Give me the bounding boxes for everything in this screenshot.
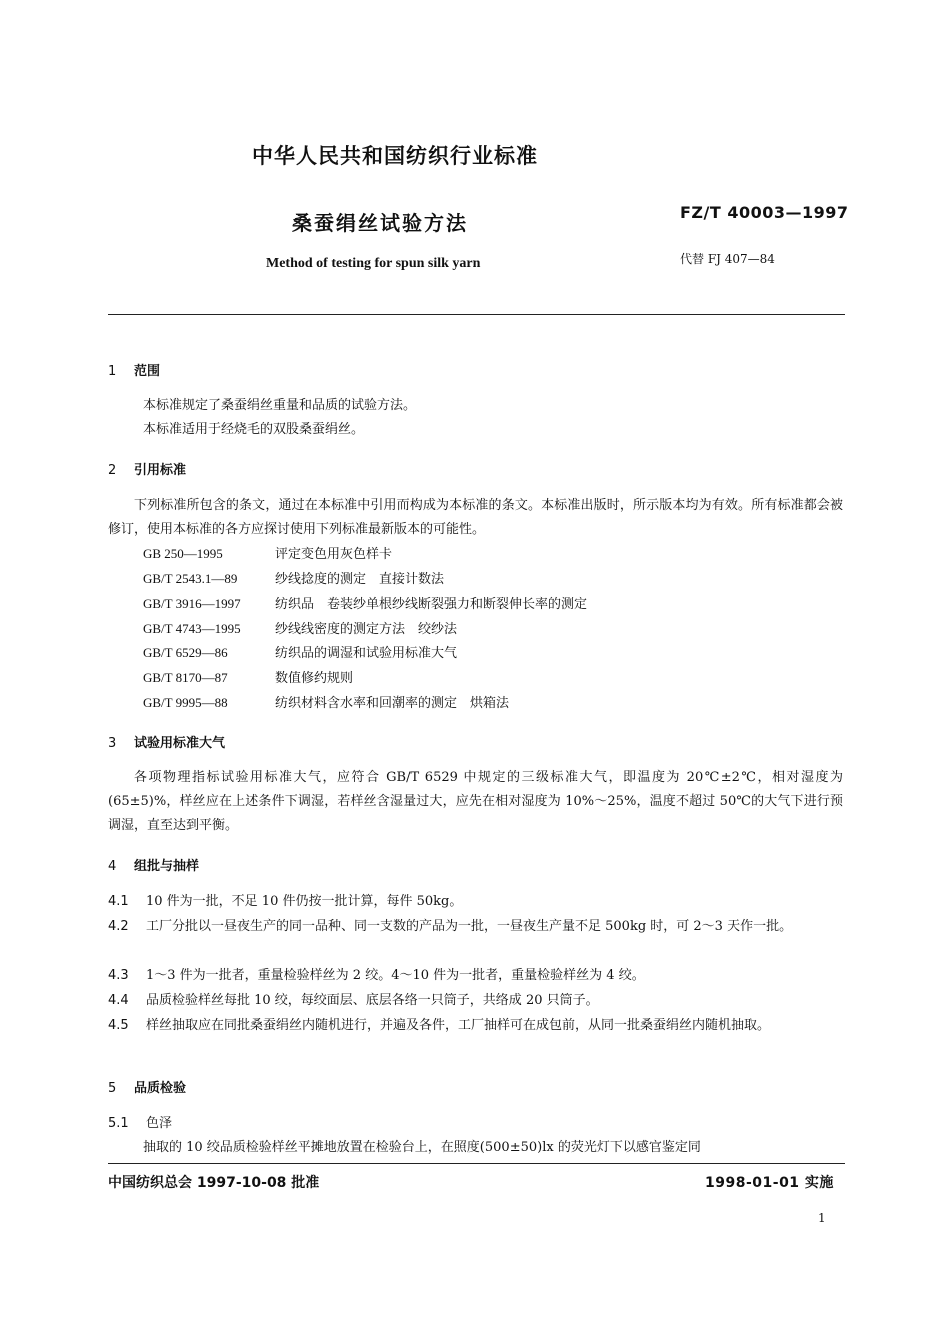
reference-item: GB/T 4743—1995 纱线线密度的测定方法 绞纱法: [143, 621, 458, 637]
effective-date: 1998-01-01 实施: [705, 1175, 834, 1191]
section-1-line-2: 本标准适用于经烧毛的双股桑蚕绢丝。: [143, 422, 365, 437]
reference-item: GB/T 8170—87 数值修约规则: [143, 670, 354, 686]
header-divider: [108, 314, 845, 315]
section-4-heading: 4 组批与抽样: [108, 859, 200, 874]
clause-4-4: 4.4 品质检验样丝每批 10 绞，每绞面层、底层各络一只筒子，共络成 20 只筒子。: [108, 993, 599, 1008]
section-2-heading: 2 引用标准: [108, 463, 187, 478]
clause-4-2: 4.2 工厂分批以一昼夜生产的同一品种、同一支数的产品为一批，一昼夜生产量不足 500kg 时，可 2～3 天作一批。: [108, 919, 793, 934]
reference-item: GB/T 9995—88 纺织材料含水率和回潮率的测定 烘箱法: [143, 695, 510, 711]
page-number: 1: [818, 1211, 826, 1225]
replaces-note: 代替 FJ 407—84: [680, 252, 775, 266]
section-3-text: 各项物理指标试验用标准大气，应符合 GB/T 6529 中规定的三级标准大气，即温度为 20℃±2℃，相对湿度为(65±5)%，样丝应在上述条件下调湿，若样丝含湿量过大，应先在相对湿度为 10%～25%，温度不超过 50℃的大气下进行预调湿，直至达到平衡。: [108, 770, 843, 833]
english-title: Method of testing for spun silk yarn: [266, 256, 481, 271]
section-2-intro: 下列标准所包含的条文，通过在本标准中引用而构成为本标准的条文。本标准出版时，所示版本均为有效。所有标准都会被修订，使用本标准的各方应探讨使用下列标准最新版本的可能性。: [108, 498, 843, 537]
reference-item: GB/T 6529—86 纺织品的调湿和试验用标准大气: [143, 645, 458, 661]
section-5-heading: 5 品质检验: [108, 1081, 187, 1096]
approval-note: 中国纺织总会 1997-10-08 批准: [108, 1175, 320, 1191]
clause-5-1-heading: 5.1 色泽: [108, 1116, 173, 1131]
clause-4-3: 4.3 1～3 件为一批者，重量检验样丝为 2 绞。4～10 件为一批者，重量检验样丝为 4 绞。: [108, 968, 645, 983]
clause-4-5: 4.5 样丝抽取应在同批桑蚕绢丝内随机进行，并遍及各件，工厂抽样可在成包前，从同一批桑蚕绢丝内随机抽取。: [108, 1018, 771, 1033]
clause-5-1-text: 抽取的 10 绞品质检验样丝平摊地放置在检验台上，在照度(500±50)lx 的荧光灯下以感官鉴定同: [143, 1140, 701, 1155]
reference-item: GB/T 2543.1—89 纱线捻度的测定 直接计数法: [143, 571, 445, 587]
standard-code: FZ/T 40003—1997: [680, 203, 849, 222]
clause-4-1: 4.1 10 件为一批，不足 10 件仍按一批计算，每件 50kg。: [108, 894, 463, 909]
footer-divider: [108, 1163, 845, 1164]
section-1-heading: 1 范围: [108, 364, 161, 379]
document-title: 桑蚕绢丝试验方法: [292, 211, 468, 235]
reference-item: GB 250—1995 评定变色用灰色样卡: [143, 546, 393, 562]
section-3-heading: 3 试验用标准大气: [108, 736, 226, 751]
reference-item: GB/T 3916—1997 纺织品 卷装纱单根纱线断裂强力和断裂伸长率的测定: [143, 596, 588, 612]
industry-standard-title: 中华人民共和国纺织行业标准: [252, 144, 538, 168]
section-1-line-1: 本标准规定了桑蚕绢丝重量和品质的试验方法。: [143, 398, 417, 413]
